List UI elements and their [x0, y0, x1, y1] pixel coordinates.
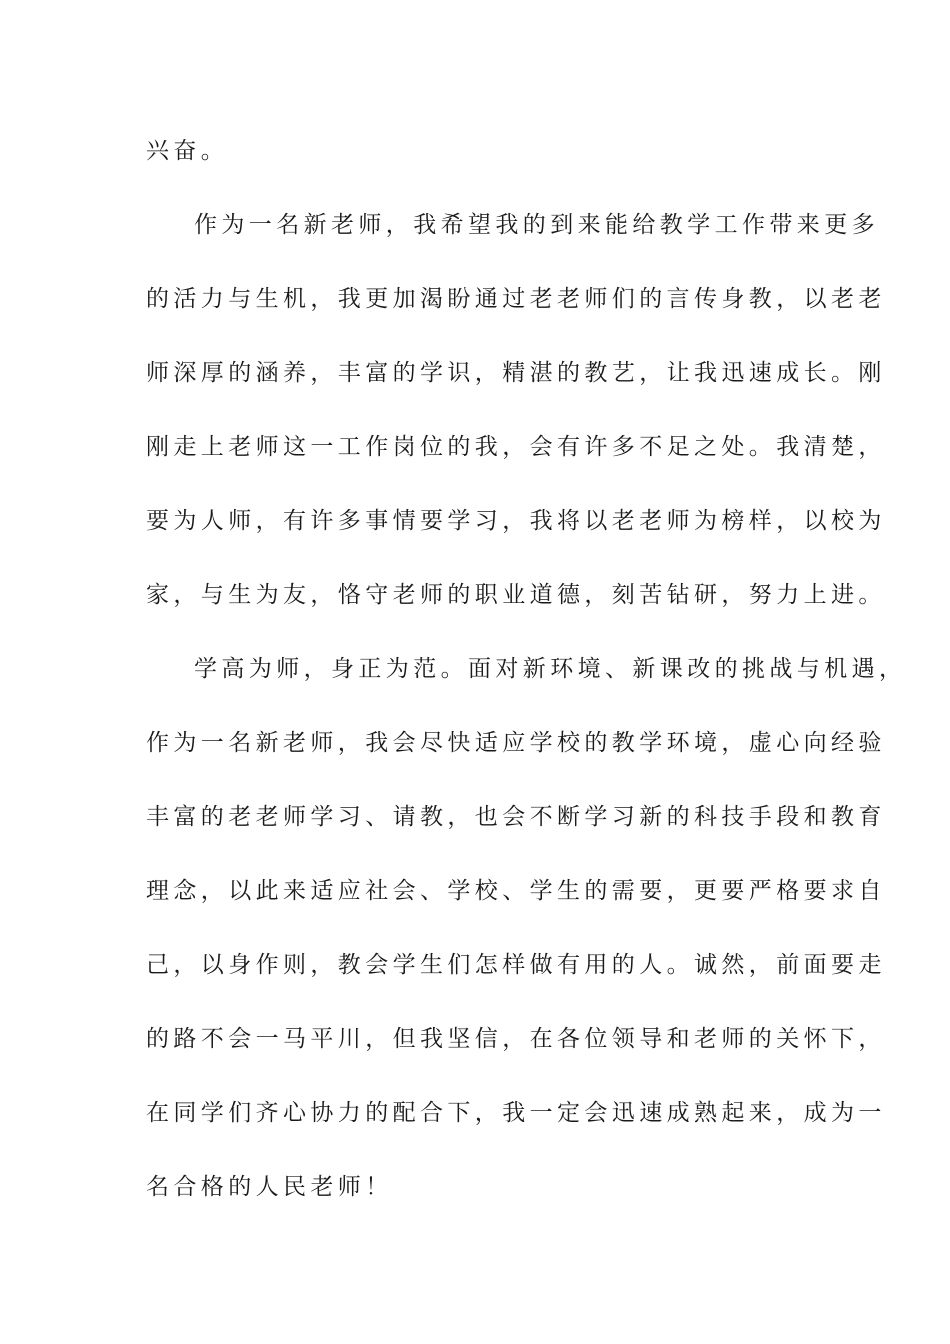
- text-line: 要为人师，有许多事情要学习，我将以老老师为榜样，以校为: [146, 508, 886, 534]
- text-line: 在同学们齐心协力的配合下，我一定会迅速成熟起来，成为一: [146, 1100, 886, 1126]
- text-line: 家，与生为友，恪守老师的职业道德，刻苦钻研，努力上进。: [146, 582, 886, 608]
- text-line: 的路不会一马平川，但我坚信，在各位领导和老师的关怀下，: [146, 1026, 886, 1052]
- text-line: 丰富的老老师学习、请教，也会不断学习新的科技手段和教育: [146, 804, 886, 830]
- paragraph-start-line: 学高为师，身正为范。面对新环境、新课改的挑战与机遇，: [194, 656, 907, 682]
- text-line: 己，以身作则，教会学生们怎样做有用的人。诚然，前面要走: [146, 952, 886, 978]
- text-line: 师深厚的涵养，丰富的学识，精湛的教艺，让我迅速成长。刚: [146, 360, 886, 386]
- text-line: 理念，以此来适应社会、学校、学生的需要，更要严格要求自: [146, 878, 886, 904]
- text-line: 刚走上老师这一工作岗位的我，会有许多不足之处。我清楚，: [146, 434, 886, 460]
- text-line: 的活力与生机，我更加渴盼通过老老师们的言传身教，以老老: [146, 286, 886, 312]
- paragraph-start-line: 作为一名新老师，我希望我的到来能给教学工作带来更多: [194, 212, 879, 238]
- text-line: 兴奋。: [146, 138, 229, 164]
- text-line: 作为一名新老师，我会尽快适应学校的教学环境，虚心向经验: [146, 730, 886, 756]
- text-line: 名合格的人民老师！: [146, 1174, 393, 1200]
